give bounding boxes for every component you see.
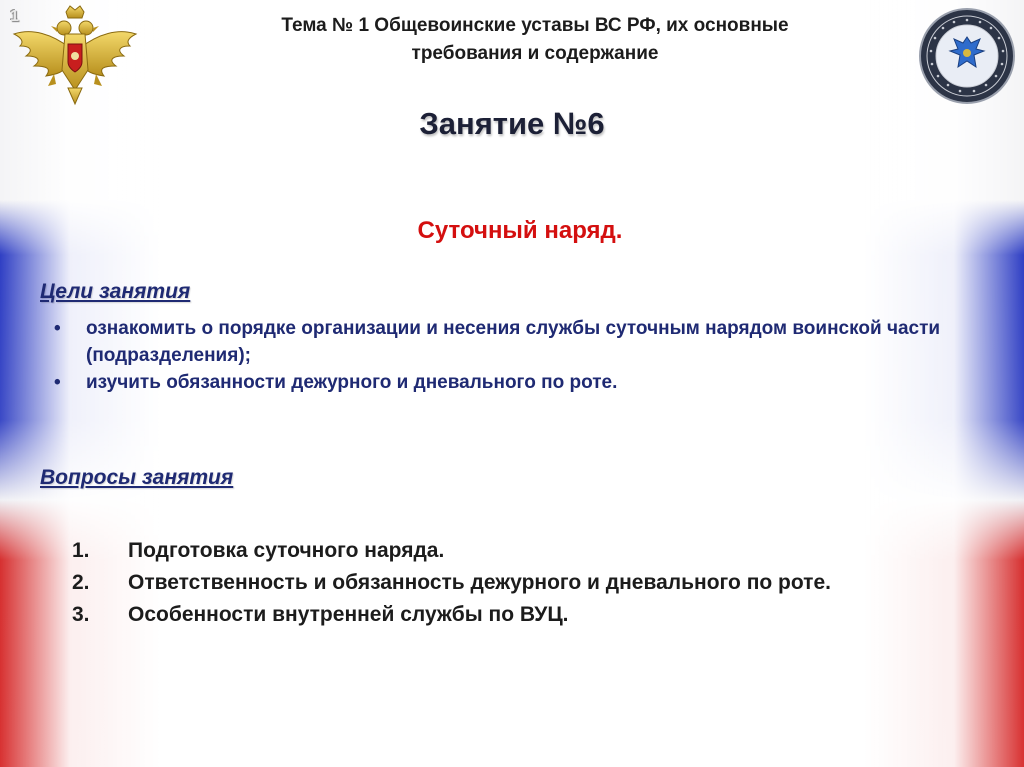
question-text: Подготовка суточного наряда. <box>128 539 445 562</box>
slide-number: 1 <box>10 8 19 25</box>
list-item <box>54 315 954 369</box>
question-number: 1. <box>72 539 90 562</box>
bullet-icon: • <box>54 372 61 393</box>
university-seal-icon <box>918 7 1016 105</box>
subject-title: Суточный наряд. <box>417 217 623 244</box>
goals-list <box>54 315 954 396</box>
goal-text: изучить обязанности дежурного и дневального по роте. <box>86 372 618 393</box>
bullet-icon: • <box>54 318 61 339</box>
list-item <box>72 535 1000 567</box>
list-item <box>72 567 1000 599</box>
topic-title-line2: требования и содержание <box>411 43 659 64</box>
double-headed-eagle-emblem-icon <box>10 4 140 112</box>
questions-list <box>72 535 1000 631</box>
topic-title <box>170 12 900 68</box>
list-item <box>54 369 954 396</box>
question-text: Ответственность и обязанность дежурного и дневального по роте. <box>128 571 831 594</box>
topic-title-line1: Тема № 1 Общевоинские уставы ВС РФ, их основные <box>281 15 789 36</box>
question-number: 2. <box>72 571 90 594</box>
lesson-title: Занятие №6 <box>419 106 605 141</box>
goals-heading: Цели занятия <box>40 280 191 303</box>
question-number: 3. <box>72 603 90 626</box>
goal-text: ознакомить о порядке организации и несения службы суточным нарядом воинской части (подразделения); <box>86 318 941 366</box>
questions-heading: Вопросы занятия <box>40 466 234 489</box>
question-text: Особенности внутренней службы по ВУЦ. <box>128 603 569 626</box>
list-item <box>72 599 1000 631</box>
